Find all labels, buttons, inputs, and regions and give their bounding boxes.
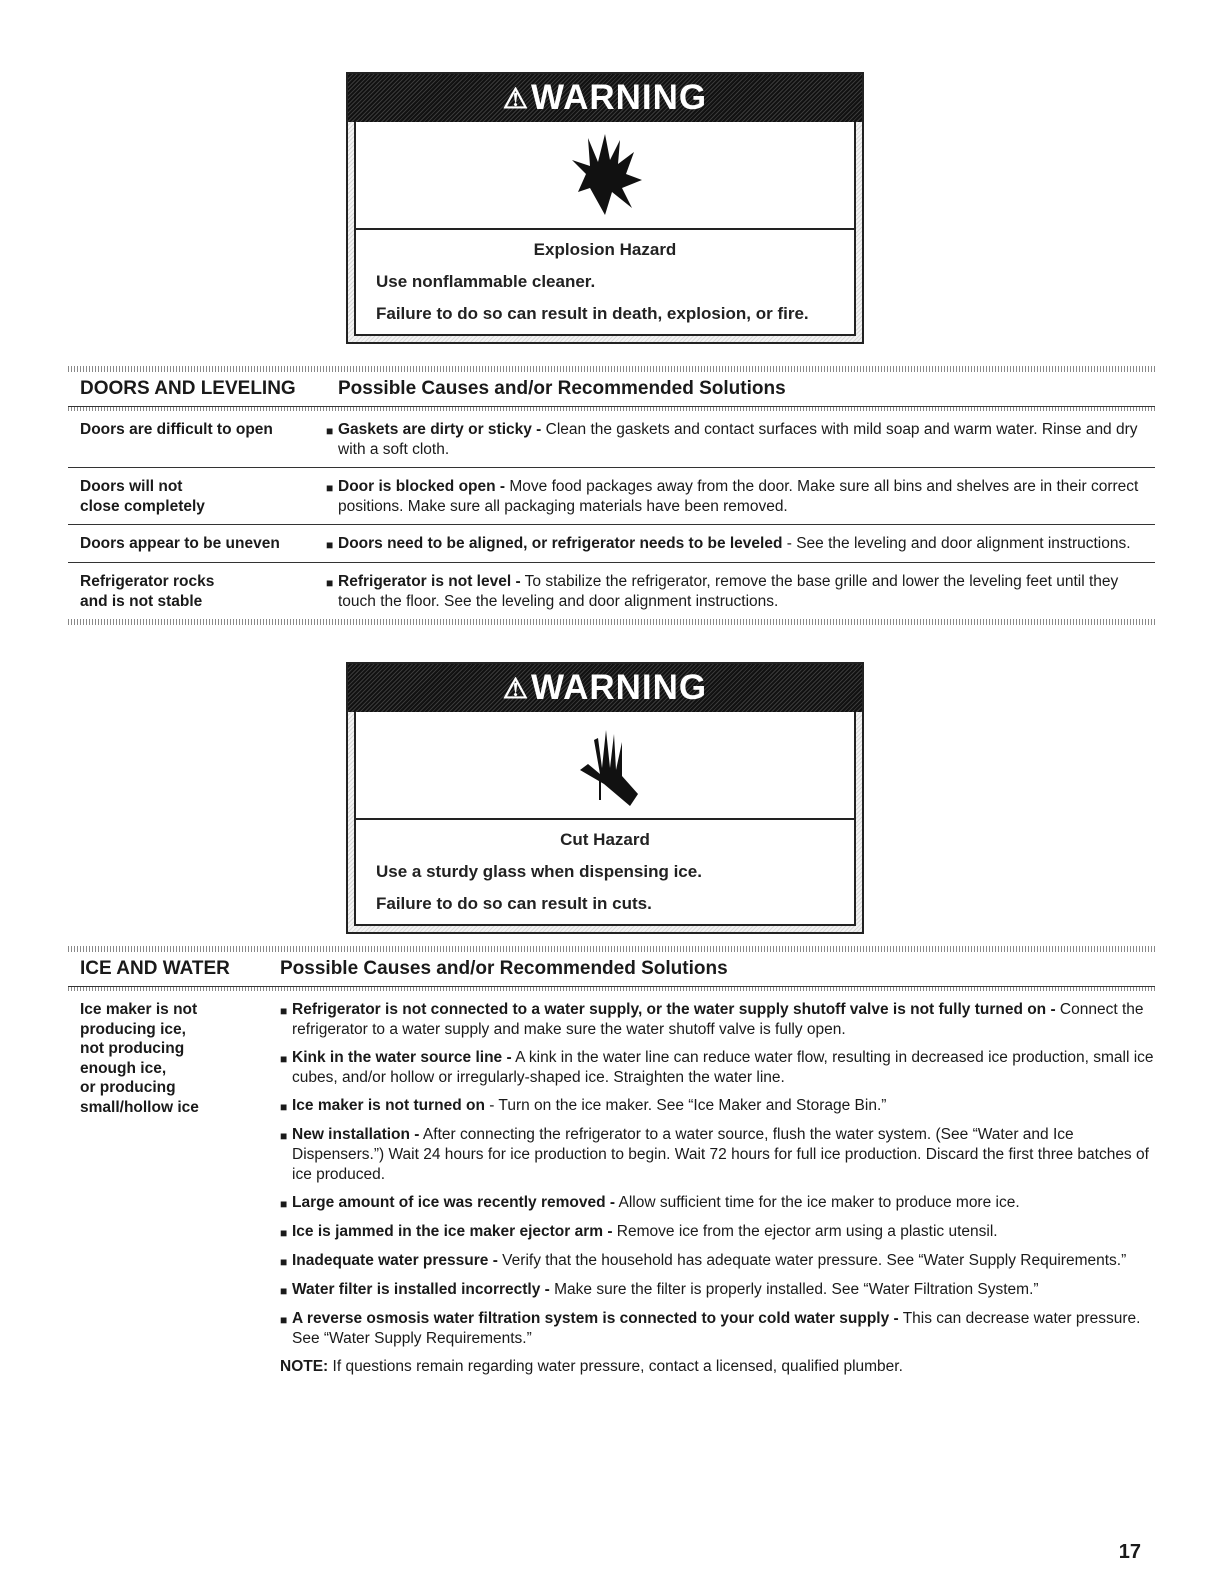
- solution-text: [292, 1193, 1020, 1214]
- bullet-icon: ■: [326, 576, 334, 590]
- solution-cause: Ice maker is not turned on: [292, 1097, 485, 1114]
- solution-item: [280, 1222, 1155, 1243]
- troubleshooting-row: [68, 563, 1155, 619]
- warning-message: [354, 230, 856, 336]
- problem-label: Doors appear to be uneven: [80, 535, 280, 552]
- bullet-icon: ■: [280, 1052, 288, 1066]
- warning-line: Failure to do so can result in cuts.: [376, 894, 652, 913]
- solution-remedy: After connecting the refrigerator to a water source, flush the water system. (See “Water and Ice Dispensers.”) Wait 24 hours for ice production to begin. Wait 72 hours for full ice production. Discard the first three batches of ice produced.: [292, 1126, 1149, 1183]
- solution-text: [338, 420, 1155, 460]
- solution-text: [338, 477, 1155, 517]
- warning-triangle-icon: ⚠: [502, 672, 529, 704]
- bullet-icon: ■: [280, 1226, 288, 1240]
- warning-line: Use nonflammable cleaner.: [376, 272, 596, 291]
- solution-remedy: Connect the refrigerator to a water supply and make sure the water shutoff valve is fully open.: [292, 1001, 1144, 1038]
- solution-cause: A reverse osmosis water filtration system is connected to your cold water supply -: [292, 1310, 899, 1327]
- troubleshooting-row: [68, 411, 1155, 468]
- troubleshooting-rows: [68, 411, 1155, 619]
- page-number: 17: [1118, 1541, 1141, 1563]
- solution-text: [338, 534, 1131, 555]
- bullet-icon: ■: [280, 1313, 288, 1327]
- solution-item: [326, 534, 1155, 555]
- solution-cause: Water filter is installed incorrectly -: [292, 1281, 550, 1298]
- cut-hand-icon: [560, 720, 650, 810]
- solution-remedy: To stabilize the refrigerator, remove the base grille and lower the leveling feet until they touch the floor. See the leveling and door alignment instructions.: [338, 573, 1119, 610]
- solution-remedy: - See the leveling and door alignment instructions.: [782, 535, 1131, 552]
- bullet-icon: ■: [326, 538, 334, 552]
- solution-list: [326, 534, 1155, 555]
- problem-label: Ice maker is not producing ice, not producing enough ice, or producing small/hollow ice: [80, 1001, 199, 1116]
- solution-list: [280, 1000, 1155, 1377]
- warning-message: [354, 820, 856, 926]
- hazard-pictogram-area: [354, 712, 856, 820]
- solution-cause: New installation -: [292, 1126, 420, 1143]
- solution-remedy: Verify that the household has adequate water pressure. See “Water Supply Requirements.”: [497, 1252, 1127, 1269]
- note: [280, 1357, 1155, 1377]
- explosion-icon: [560, 130, 650, 220]
- note-text: If questions remain regarding water pressure, contact a licensed, qualified plumber.: [328, 1358, 903, 1375]
- bullet-icon: ■: [280, 1197, 288, 1211]
- solution-item: [280, 1193, 1155, 1214]
- troubleshooting-row: [68, 991, 1155, 1384]
- solution-list: [326, 572, 1155, 612]
- problem-label: Refrigerator rocks and is not stable: [80, 573, 215, 610]
- warning-header: [348, 664, 862, 712]
- solution-cause: Refrigerator is not connected to a water supply, or the water supply shutoff valve is not fully turned on -: [292, 1001, 1056, 1018]
- bullet-icon: ■: [280, 1100, 288, 1114]
- ice-and-water-section: [68, 946, 1155, 1384]
- solution-remedy: Make sure the filter is properly installed. See “Water Filtration System.”: [549, 1281, 1039, 1298]
- bullet-icon: ■: [280, 1255, 288, 1269]
- solution-item: [280, 1000, 1155, 1040]
- solution-cause: Refrigerator is not level -: [338, 573, 521, 590]
- solution-cause: Inadequate water pressure -: [292, 1252, 498, 1269]
- solution-list: [326, 420, 1155, 460]
- solution-text: [292, 1125, 1155, 1185]
- warning-triangle-icon: ⚠: [502, 82, 529, 114]
- solution-item: [280, 1096, 1155, 1117]
- solution-remedy: Remove ice from the ejector arm using a plastic utensil.: [612, 1223, 998, 1240]
- hazard-pictogram-area: [354, 122, 856, 230]
- section-heading: [68, 372, 1155, 407]
- troubleshooting-row: [68, 468, 1155, 525]
- solution-cause: Door is blocked open -: [338, 478, 506, 495]
- solution-item: [280, 1280, 1155, 1301]
- bullet-icon: ■: [280, 1129, 288, 1143]
- solution-cause: Doors need to be aligned, or refrigerator needs to be leveled: [338, 535, 783, 552]
- cut-warning-box: [346, 662, 864, 934]
- warning-title: WARNING: [530, 78, 708, 117]
- solution-text: [292, 1251, 1126, 1272]
- solution-remedy: Move food packages away from the door. Make sure all bins and shelves are in their correct positions. Make sure all packaging materials have been removed.: [338, 478, 1139, 515]
- solution-item: [326, 420, 1155, 460]
- solution-text: [292, 1096, 886, 1117]
- warning-line: Failure to do so can result in death, explosion, or fire.: [376, 304, 809, 323]
- solution-text: [292, 1048, 1155, 1088]
- troubleshooting-row: [68, 525, 1155, 563]
- solution-cause: Gaskets are dirty or sticky -: [338, 421, 542, 438]
- section-title: ICE AND WATER: [80, 958, 230, 979]
- solution-remedy: Allow sufficient time for the ice maker to produce more ice.: [615, 1194, 1020, 1211]
- solution-text: [338, 572, 1155, 612]
- explosion-warning-box: [346, 72, 864, 344]
- note-label: NOTE:: [280, 1358, 329, 1375]
- doors-and-leveling-section: [68, 366, 1155, 625]
- solution-remedy: - Turn on the ice maker. See “Ice Maker and Storage Bin.”: [484, 1097, 887, 1114]
- hazard-name: Explosion Hazard: [533, 240, 677, 259]
- warning-title: WARNING: [530, 668, 708, 707]
- problem-label: Doors are difficult to open: [80, 421, 273, 438]
- solution-item: [280, 1309, 1155, 1349]
- solution-remedy: This can decrease water pressure. See “Water Supply Requirements.”: [292, 1310, 1141, 1347]
- solution-item: [280, 1048, 1155, 1088]
- solution-item: [326, 477, 1155, 517]
- problem-label: Doors will not close completely: [80, 478, 205, 515]
- section-column-heading: Possible Causes and/or Recommended Solutions: [280, 958, 728, 979]
- warning-line: Use a sturdy glass when dispensing ice.: [376, 862, 702, 881]
- section-divider: [68, 619, 1155, 625]
- solution-item: [280, 1125, 1155, 1185]
- solution-remedy: A kink in the water line can reduce water flow, resulting in decreased ice production, small ice cubes, and/or hollow or irregularly-shaped ice. Straighten the water line.: [292, 1049, 1154, 1086]
- solution-cause: Ice is jammed in the ice maker ejector arm -: [292, 1223, 613, 1240]
- hazard-name: Cut Hazard: [560, 830, 650, 849]
- solution-text: [292, 1280, 1039, 1301]
- section-column-heading: Possible Causes and/or Recommended Solutions: [338, 378, 786, 399]
- warning-header: [348, 74, 862, 122]
- bullet-icon: ■: [280, 1284, 288, 1298]
- solution-cause: Large amount of ice was recently removed -: [292, 1194, 616, 1211]
- solution-item: [326, 572, 1155, 612]
- bullet-icon: ■: [326, 481, 334, 495]
- solution-list: [326, 477, 1155, 517]
- solution-remedy: Clean the gaskets and contact surfaces with mild soap and warm water. Rinse and dry with a soft cloth.: [338, 421, 1138, 458]
- solution-text: [292, 1222, 998, 1243]
- solution-cause: Kink in the water source line -: [292, 1049, 512, 1066]
- solution-text: [292, 1000, 1155, 1040]
- solution-text: [292, 1309, 1155, 1349]
- section-heading: [68, 952, 1155, 987]
- solution-item: [280, 1251, 1155, 1272]
- bullet-icon: ■: [280, 1004, 288, 1018]
- section-title: DOORS AND LEVELING: [80, 378, 296, 399]
- bullet-icon: ■: [326, 424, 334, 438]
